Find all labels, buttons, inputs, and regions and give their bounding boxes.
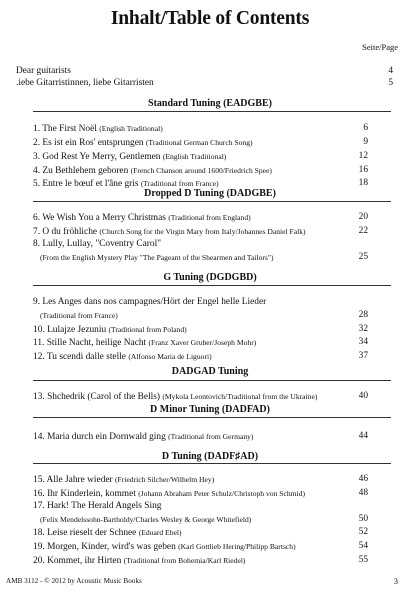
page-number: 25 bbox=[358, 252, 368, 262]
toc-entry bbox=[33, 555, 333, 567]
entry-title: 10. Lulajze Jezuniu bbox=[33, 325, 107, 335]
toc-entry bbox=[33, 337, 333, 349]
entry-source: (Church Song for the Virgin Mary from Italy/Johannes Daniel Falk) bbox=[99, 227, 306, 236]
page-number: 40 bbox=[358, 391, 368, 401]
section-heading: DADGAD Tuning bbox=[171, 366, 249, 377]
entry-source: (Traditional German Church Song) bbox=[145, 138, 253, 147]
page-number: 18 bbox=[358, 178, 368, 188]
entry-source: (Traditional from France) bbox=[140, 179, 219, 188]
page-number: 32 bbox=[358, 324, 368, 334]
toc-entry bbox=[33, 151, 333, 163]
entry-source: (Johann Abraham Peter Schulz/Christoph von Schmid) bbox=[138, 489, 306, 498]
intro-row: .iebe Gitarristinnen, liebe Gitarristen bbox=[16, 78, 154, 88]
entry-title: 1. The First Noël bbox=[33, 124, 97, 134]
section-divider bbox=[33, 463, 391, 464]
page-number: 37 bbox=[358, 351, 368, 361]
toc-entry bbox=[40, 252, 340, 264]
entry-source: (Traditional from Germany) bbox=[168, 432, 254, 441]
page-number: 5 bbox=[388, 78, 393, 88]
entry-title: 6. We Wish You a Merry Christmas bbox=[33, 213, 166, 223]
page-number: 54 bbox=[358, 541, 368, 551]
section-heading: Standard Tuning (EADGBE) bbox=[148, 98, 272, 109]
toc-entry bbox=[33, 137, 333, 149]
toc-entry bbox=[33, 488, 333, 500]
toc-entry bbox=[33, 226, 333, 238]
toc-entry bbox=[33, 431, 333, 443]
section-divider bbox=[33, 201, 391, 202]
toc-entry bbox=[33, 297, 333, 308]
toc-entry bbox=[33, 351, 333, 363]
entry-title: 15. Alle Jahre wieder bbox=[33, 475, 113, 485]
entry-source: (Eduard Ebel) bbox=[138, 528, 182, 537]
page-number: 28 bbox=[358, 310, 368, 320]
entry-source: (Traditional from Bohemia/Karl Riedel) bbox=[123, 556, 246, 565]
toc-entry bbox=[40, 514, 340, 526]
section-divider bbox=[33, 285, 391, 286]
entry-title: 12. Tu scendi dalle stelle bbox=[33, 352, 126, 362]
entry-title: 2. Es ist ein Ros' entsprungen bbox=[33, 138, 144, 148]
entry-title: 19. Morgen, Kinder, wird's was geben bbox=[33, 542, 176, 552]
toc-entry bbox=[33, 212, 333, 224]
entry-title: 5. Entre le bœuf et l'âne gris bbox=[33, 179, 139, 189]
page-number: 22 bbox=[358, 226, 368, 236]
footer-copyright: AMB 3112 - © 2012 by Acoustic Music Books bbox=[6, 577, 142, 585]
entry-title: 4. Zu Bethlehem geboren bbox=[33, 166, 129, 176]
page-column-label: Seite/Page bbox=[362, 42, 398, 52]
section-heading: D Tuning (DADF♯AD) bbox=[161, 451, 259, 462]
toc-entry bbox=[33, 165, 333, 177]
entry-title: 17. Hark! The Herald Angels Sing bbox=[33, 501, 162, 511]
entry-source: (Alfonso Maria de Liguori) bbox=[128, 352, 212, 361]
page-number: 48 bbox=[358, 488, 368, 498]
toc-entry bbox=[33, 474, 333, 486]
page-number: 50 bbox=[358, 514, 368, 524]
entry-source: (English Traditional) bbox=[99, 124, 163, 133]
entry-source: (Mykola Leontovich/Traditional from the Ukraine) bbox=[162, 392, 318, 401]
entry-source: (Traditional from France) bbox=[40, 311, 118, 320]
page-number: 52 bbox=[358, 527, 368, 537]
page-title: Inhalt/Table of Contents bbox=[110, 8, 310, 29]
toc-entry bbox=[33, 501, 333, 512]
section-heading: D Minor Tuning (DADFAD) bbox=[150, 404, 270, 415]
entry-source: (French Chanson around 1600/Friedrich Spee) bbox=[130, 166, 272, 175]
entry-source: (Franz Xaver Gruber/Joseph Mohr) bbox=[148, 338, 257, 347]
page-number: 44 bbox=[358, 431, 368, 441]
page-number: 55 bbox=[358, 555, 368, 565]
page-number: 4 bbox=[388, 66, 393, 76]
toc-entry bbox=[33, 324, 333, 336]
entry-title: 16. Ihr Kinderlein, kommet bbox=[33, 489, 136, 499]
page-number: 6 bbox=[363, 123, 368, 133]
section-divider bbox=[33, 417, 391, 418]
entry-source: (Felix Mendelssohn-Bartholdy/Charles Wesley & George Whitefield) bbox=[40, 515, 252, 524]
page-number: 16 bbox=[358, 165, 368, 175]
toc-entry bbox=[40, 310, 340, 322]
entry-source: (Traditional from Poland) bbox=[108, 325, 187, 334]
entry-source: (Traditional from England) bbox=[168, 213, 251, 222]
toc-entry bbox=[33, 527, 333, 539]
toc-entry bbox=[33, 391, 333, 403]
page-number: 20 bbox=[358, 212, 368, 222]
toc-entry bbox=[33, 123, 333, 135]
footer-page-number: 3 bbox=[393, 576, 398, 586]
entry-title: 11. Stille Nacht, heilige Nacht bbox=[33, 338, 147, 348]
entry-source: (From the English Mystery Play "The Pageant of the Shearmen and Tailors") bbox=[40, 253, 274, 262]
entry-title: 18. Leise rieselt der Schnee bbox=[33, 528, 137, 538]
entry-source: (English Traditional) bbox=[162, 152, 227, 161]
entry-title: 20. Kommet, ihr Hirten bbox=[33, 556, 122, 566]
toc-entry bbox=[33, 541, 333, 553]
section-heading: Dropped D Tuning (DADGBE) bbox=[144, 188, 276, 199]
page-number: 46 bbox=[358, 474, 368, 484]
page-number: 34 bbox=[358, 337, 368, 347]
page-number: 9 bbox=[363, 137, 368, 147]
entry-title: 13. Shchedrik (Carol of the Bells) bbox=[33, 392, 161, 402]
entry-title: 8. Lully, Lullay, "Coventry Carol" bbox=[33, 239, 162, 249]
entry-title: 14. Maria durch ein Dornwald ging bbox=[33, 432, 166, 442]
toc-entry bbox=[33, 239, 333, 250]
entry-source: (Friedrich Silcher/Wilhelm Hey) bbox=[115, 475, 215, 484]
page-number: 12 bbox=[358, 151, 368, 161]
section-heading: G Tuning (DGDGBD) bbox=[163, 272, 257, 283]
section-divider bbox=[33, 380, 391, 381]
section-divider bbox=[33, 111, 391, 112]
entry-title: 9. Les Anges dans nos campagnes/Hört der Engel helle Lieder bbox=[33, 297, 267, 307]
entry-source: (Karl Gottlieb Hering/Philipp Bartsch) bbox=[178, 542, 296, 551]
entry-title: 3. God Rest Ye Merry, Gentlemen bbox=[33, 152, 161, 162]
intro-row: Dear guitarists bbox=[16, 66, 71, 76]
entry-title: 7. O du fröhliche bbox=[33, 227, 98, 237]
